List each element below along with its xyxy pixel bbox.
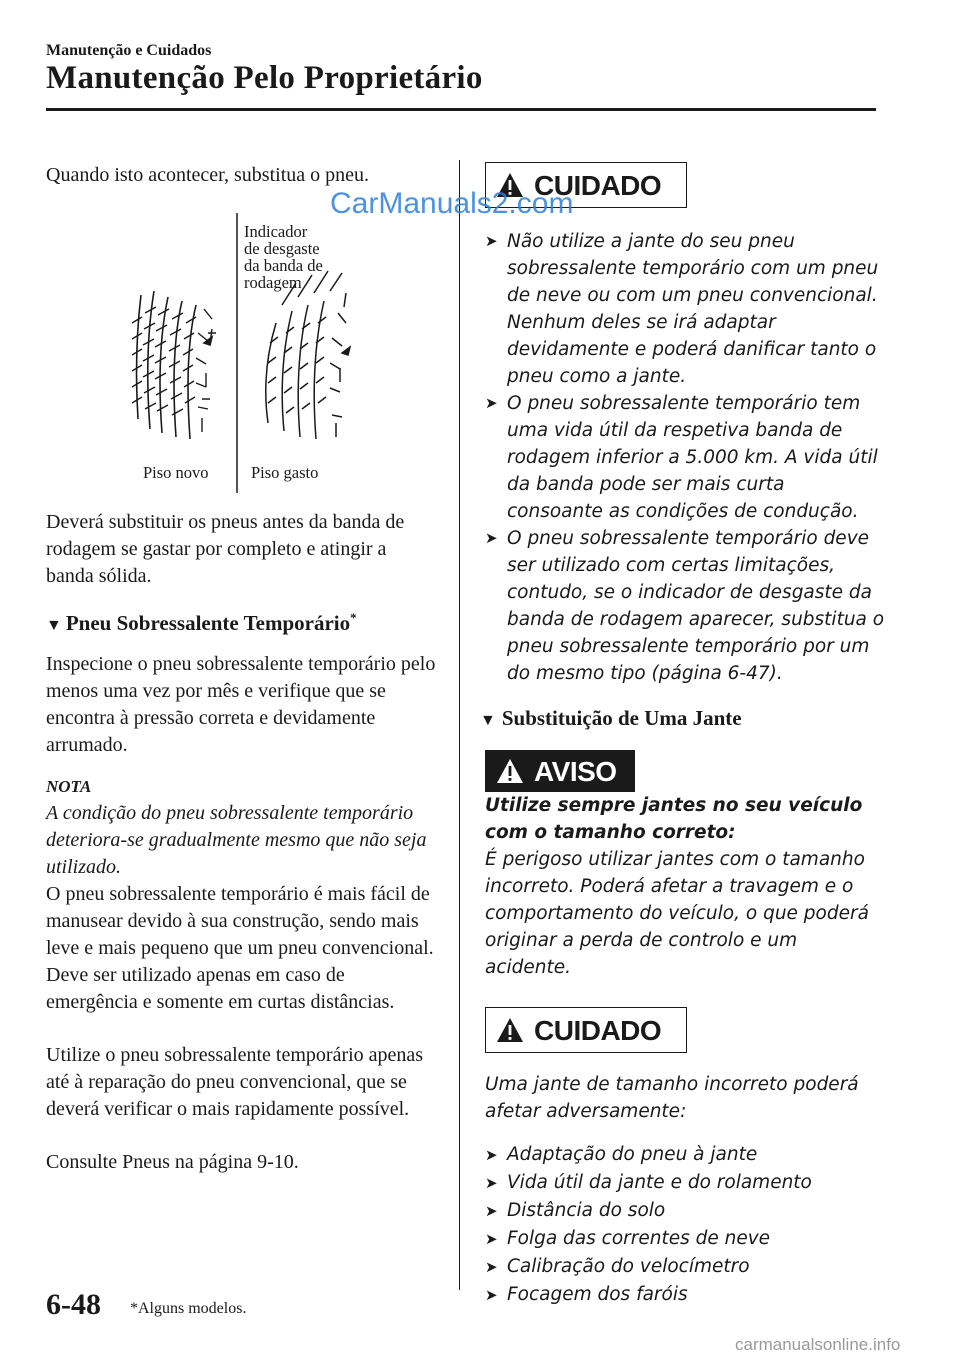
tread-wear-figure [46, 193, 436, 493]
heading-temporary-spare: ▼ Pneu Sobressalente Temporário* [46, 610, 357, 635]
list-item: ➤ Folga das correntes de neve [485, 1225, 885, 1253]
warning-bold-text: Utilize sempre jantes no seu veículo com o tamanho correto: [485, 795, 863, 843]
warning-label: AVISO [534, 755, 617, 787]
column-divider [459, 160, 460, 1290]
heading-wheel-replacement: ▼ Substituição de Uma Jante [480, 706, 742, 730]
watermark-top: CarManuals2.com [330, 187, 574, 220]
paragraph-replace-before-wear: Deverá substituir os pneus antes da banda de rodagem se gastar por completo e atingir a banda sólida. [46, 511, 405, 587]
footnote-mark: * [350, 610, 357, 625]
page-title: Manutenção Pelo Proprietário [46, 60, 483, 96]
section-label: Manutenção e Cuidados [46, 42, 212, 59]
caution-label: CUIDADO [534, 1014, 662, 1046]
footnote: *Alguns modelos. [130, 1300, 247, 1317]
list-item: ➤ Focagem dos faróis [485, 1281, 885, 1309]
list-item: ➤ Calibração do velocímetro [485, 1253, 885, 1281]
title-rule [46, 108, 876, 111]
paragraph-spare-usage: O pneu sobressalente temporário é mais fácil de manusear devido à sua construção, sendo mais leve e mais pequeno que um pneu convencional. Deve ser utilizado apenas em caso de emergência e somente em curtas distâncias. [46, 883, 434, 1013]
paragraph-inspect-spare: Inspecione o pneu sobressalente temporário pelo menos uma vez por mês e verifique que se encontra à pressão correta e devidamente arrumado. [46, 653, 436, 756]
warning-triangle-icon [496, 758, 524, 784]
page-number: 6-48 [46, 1288, 101, 1321]
new-tread-label: Piso novo [143, 463, 209, 482]
note-text: A condição do pneu sobressalente temporário deteriora-se gradualmente mesmo que não seja utilizado. [46, 802, 427, 878]
paragraph-repair-soon: Utilize o pneu sobressalente temporário apenas até à reparação do pneu convencional, que se deverá verificar o mais rapidamente possível. [46, 1044, 424, 1120]
caution-text: Uma jante de tamanho incorreto poderá afetar adversamente: [485, 1074, 859, 1122]
right-column [480, 162, 885, 1309]
triangle-down-icon: ▼ [480, 712, 496, 729]
list-item: ➤ Adaptação do pneu à jante [485, 1141, 885, 1169]
list-item: ➤ Vida útil da jante e do rolamento [485, 1169, 885, 1197]
wear-indicator-label: Indicador de desgaste da banda de rodagem [244, 222, 323, 292]
worn-tread-label: Piso gasto [251, 463, 319, 482]
warning-box [485, 750, 635, 792]
warning-triangle-icon [496, 1017, 524, 1043]
caution-box-2 [485, 1007, 687, 1053]
paragraph-replace-tire: Quando isto acontecer, substitua o pneu. [46, 164, 370, 186]
watermark-bottom: carmanualsonline.info [735, 1335, 901, 1354]
new-tread-drawing [132, 291, 216, 439]
warning-text: É perigoso utilizar jantes com o tamanho incorreto. Poderá afetar a travagem e o comportamento do veículo, o que poderá originar a perda de controlo e um acidente. [485, 849, 869, 978]
worn-tread-drawing [266, 271, 350, 439]
list-item: ➤ O pneu sobressalente temporário tem uma vida útil da respetiva banda de rodagem inferior a 5.000 km. A vida útil da banda pode ser mais curta consoante as condições de condução. [485, 390, 885, 525]
caution-label: CUIDADO [534, 169, 662, 201]
list-item: ➤ O pneu sobressalente temporário deve ser utilizado com certas limitações, contudo, se o indicador de desgaste da banda de rodagem aparecer, substitua o pneu sobressalente temporário por um do mesmo tipo (página 6-47). [485, 525, 885, 687]
tread-wear-illustration [46, 193, 436, 493]
paragraph-see-tires: Consulte Pneus na página 9-10. [46, 1151, 299, 1173]
caution-effects-list [485, 1141, 885, 1309]
left-column [46, 162, 436, 1176]
list-item: ➤ Distância do solo [485, 1197, 885, 1225]
triangle-down-icon: ▼ [46, 617, 62, 634]
note-label: NOTA [46, 777, 92, 796]
list-item: ➤ Não utilize a jante do seu pneu sobressalente temporário com um pneu de neve ou com um pneu convencional. Nenhum deles se irá adaptar devidamente e poderá danificar tanto o pneu como a jante. [485, 228, 885, 390]
caution-list [485, 228, 885, 687]
